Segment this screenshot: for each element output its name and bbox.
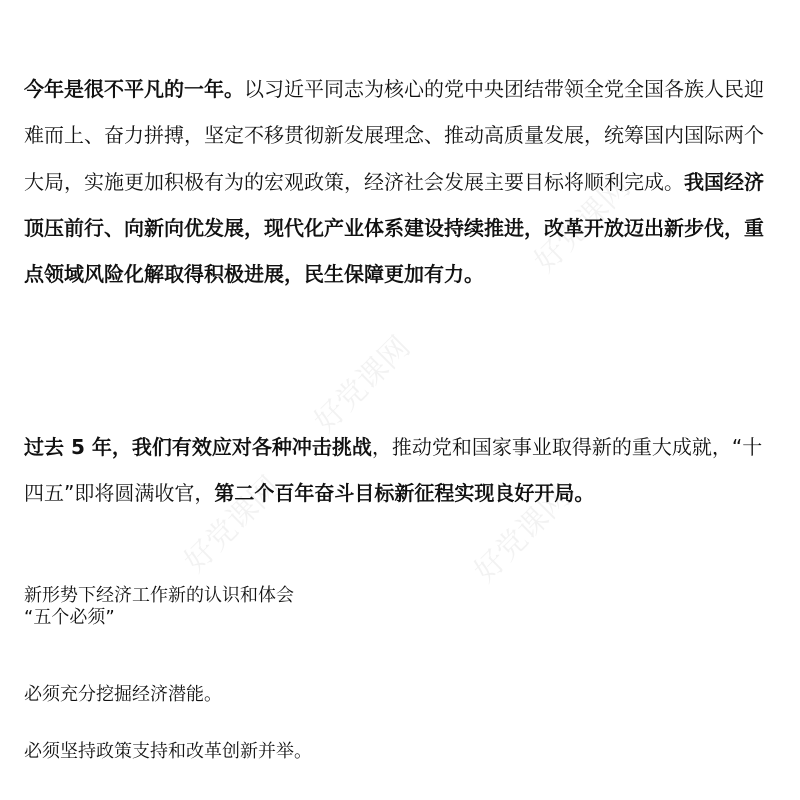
- paragraph-text: 以习近平同志为核心的党中央团结带领全党全国各族人民迎难而上、奋力拼搏，坚定不移贯彻新发展理念、推动高质量发展，统筹国内国际两个大局，实施更加积极有为的宏观政策，经济社会发展主要目标将顺利完成。: [24, 77, 764, 194]
- paragraph-intro: [24, 66, 780, 297]
- section-title: 新形势下经济工作新的认识和体会: [24, 585, 294, 606]
- paragraph-lead-bold: 今年是很不平凡的一年。: [24, 77, 244, 101]
- paragraph-bold-text: 第二个百年奋斗目标新征程实现良好开局。: [214, 481, 595, 506]
- paragraph-lead-bold: 过去 5 年，我们有效应对各种冲击挑战: [24, 435, 372, 459]
- watermark: 好党课网: [307, 329, 418, 440]
- list-item: 必须坚持政策支持和改革创新并举。: [24, 741, 312, 762]
- watermark: 好党课网: [527, 169, 638, 280]
- paragraph-past-five-years: [24, 424, 780, 517]
- watermark: 好党课网: [467, 479, 578, 590]
- paragraph-bold-text: 我国经济顶压前行、向新向优发展，现代化产业体系建设持续推进，改革开放迈出新步伐，重点领域风险化解取得积极进展，民生保障更加有力。: [24, 169, 764, 287]
- paragraph-text: ，推动党和国家事业取得新的重大成就，“十四五”即将圆满收官，: [24, 435, 763, 506]
- watermark: 好党课网: [177, 469, 288, 580]
- section-subtitle: “五个必须”: [24, 607, 115, 628]
- list-item: 必须充分挖掘经济潜能。: [24, 684, 222, 705]
